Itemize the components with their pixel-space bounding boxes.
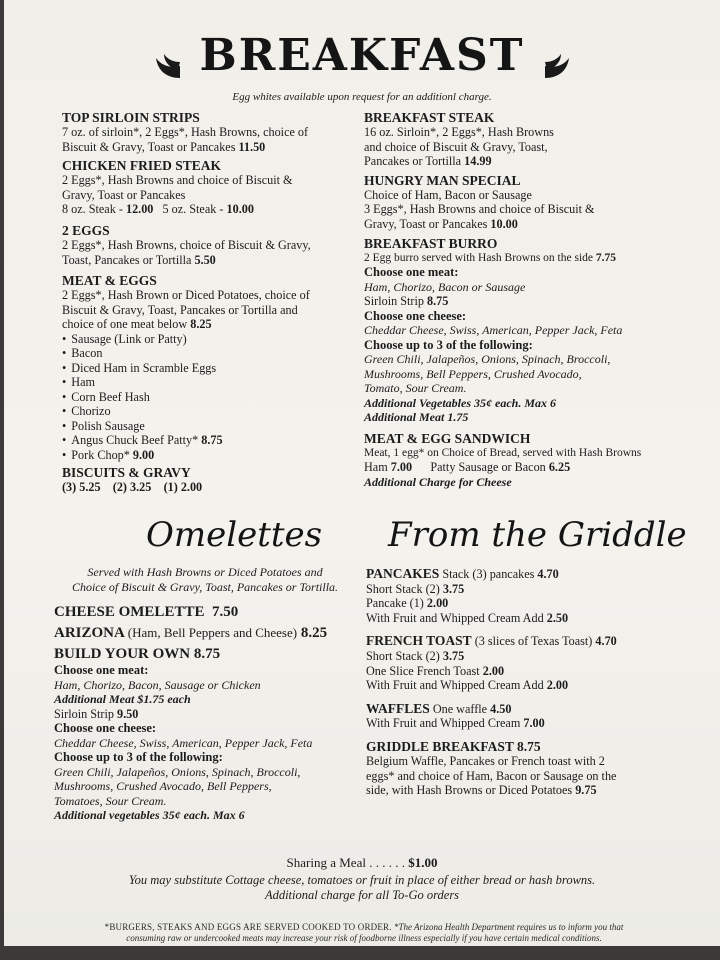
- price: 14.99: [464, 154, 492, 169]
- price: 12.00: [125, 202, 154, 217]
- meat-eggs-item: MEAT & EGGS 2 Eggs*, Hash Brown or Diced Potatoes, choice of Biscuit & Gravy, Toast, Pancakes or Tortilla and choice of one meat below 8.25 • Sausage (Link or Patty) • Bacon • Diced Ham in Scramble Eggs • Ham • Corn Beef Hash • Chorizo • Polish Sausage • Angus Chuck Beef Patty* 8.75 • Pork Chop* 9.00: [62, 273, 362, 462]
- biscuits-gravy-item: BISCUITS & GRAVY (3) 5.25 (2) 3.25 (1) 2.00: [62, 465, 362, 495]
- page-title: BREAKFAST: [199, 30, 525, 81]
- price: 11.50: [238, 139, 266, 154]
- top-sirloin-item: TOP SIRLOIN STRIPS 7 oz. of sirloin*, 2 Eggs*, Hash Browns, choice of Biscuit & Gravy, Toast or Pancakes 11.50: [62, 110, 362, 154]
- right-column: [364, 108, 684, 489]
- cheese-omelette-item: CHEESE OMELETTE 7.50: [54, 604, 239, 620]
- list-item: • Diced Ham in Scramble Eggs: [62, 361, 362, 376]
- griddle-section: [366, 566, 686, 798]
- menu-page: [4, 0, 720, 946]
- breakfast-steak-item: BREAKFAST STEAK 16 oz. Sirloin*, 2 Eggs*, Hash Browns and choice of Biscuit & Gravy, Toast, Pancakes or Tortilla 14.99: [364, 110, 684, 169]
- french-toast-item: FRENCH TOAST (3 slices of Texas Toast) 4.70 Short Stack (2) 3.75 One Slice French Toast 2.00 With Fruit and Whipped Cream Add 2.00: [366, 633, 617, 693]
- sharing-line: Sharing a Meal . . . . . . $1.00: [286, 855, 438, 870]
- item-title: BREAKFAST STEAK: [364, 110, 495, 125]
- griddle-breakfast-item: GRIDDLE BREAKFAST 8.75 Belgium Waffle, Pancakes or French toast with 2 eggs* and choice of Ham, Bacon or Sausage on the side, with Hash Browns or Diced Potatoes 9.75: [366, 738, 617, 798]
- item-title: HUNGRY MAN SPECIAL: [364, 172, 521, 188]
- omelettes-note: Served with Hash Browns or Diced Potatoes and Choice of Biscuit & Gravy, Toast, Pancakes or Tortilla.: [71, 565, 339, 594]
- omelettes-heading: Omelettes: [146, 515, 323, 555]
- price: 10.00: [226, 202, 254, 217]
- right-flourish-icon: [539, 48, 575, 84]
- pancakes-item: PANCAKES Stack (3) pancakes 4.70 Short Stack (2) 3.75 Pancake (1) 2.00 With Fruit and Whipped Cream Add 2.50: [366, 566, 569, 625]
- list-item: • Polish Sausage: [62, 419, 362, 434]
- sandwich-item: MEAT & EGG SANDWICH Meat, 1 egg* on Choice of Bread, served with Hash Browns Ham 7.00 Patty Sausage or Bacon 6.25 Additional Charge for Cheese: [364, 431, 684, 490]
- item-title: TOP SIRLOIN STRIPS: [62, 110, 200, 125]
- price: 10.00: [490, 216, 518, 231]
- hungry-man-item: HUNGRY MAN SPECIAL Choice of Ham, Bacon or Sausage 3 Eggs*, Hash Browns and choice of Biscuit & Gravy, Toast or Pancakes 10.00: [364, 173, 684, 232]
- list-item: • Ham: [62, 375, 362, 390]
- list-item: • Angus Chuck Beef Patty* 8.75: [62, 433, 362, 448]
- price: 8.75: [426, 294, 449, 309]
- item-title: MEAT & EGGS: [62, 273, 157, 289]
- list-item: • Corn Beef Hash: [62, 390, 362, 405]
- omelettes-section: CHEESE OMELETTE 7.50 ARIZONA (Ham, Bell Peppers and Cheese) 8.25 BUILD YOUR OWN 8.75 Choose one meat: Ham, Chorizo, Bacon, Sausage or Chicken Additional Meat $1.75 each Sirloin Strip 9.50 Choose one cheese: Cheddar Cheese, Swiss, American, Pepper Jack, Feta Choose up to 3 of the following: Green Chili, Jalapeños, Onions, Spinach, Broccoli, Mushrooms, Crushed Avocado, Bell Peppers, Tomatoes, Sour Cream. Additional vegetables 35¢ each. Max 6: [54, 600, 364, 823]
- list-item: • Chorizo: [62, 404, 362, 419]
- meat-options-list: [62, 332, 362, 463]
- price: 5.50: [194, 252, 216, 267]
- item-title: CHICKEN FRIED STEAK: [62, 158, 222, 174]
- item-title: MEAT & EGG SANDWICH: [364, 430, 531, 446]
- list-item: • Bacon: [62, 346, 362, 361]
- price: 7.75: [595, 251, 617, 264]
- item-title: 2 EGGS: [62, 222, 110, 238]
- left-column: [62, 108, 362, 495]
- arizona-item: ARIZONA (Ham, Bell Peppers and Cheese) 8.25: [54, 625, 328, 641]
- price: 8.25: [190, 317, 212, 332]
- list-item: • Pork Chop* 9.00: [62, 448, 362, 463]
- substitute-note: You may substitute Cottage cheese, tomatoes or fruit in place of either bread or hash browns. Additional charge for all To-Go orders: [128, 873, 596, 902]
- griddle-heading: From the Griddle: [388, 515, 687, 555]
- item-title: BISCUITS & GRAVY: [62, 465, 191, 481]
- list-item: • Sausage (Link or Patty): [62, 332, 362, 347]
- chicken-fried-item: CHICKEN FRIED STEAK 2 Eggs*, Hash Browns and choice of Biscuit & Gravy, Toast or Pancakes 8 oz. Steak - 12.00 5 oz. Steak - 10.00: [62, 158, 362, 217]
- left-flourish-icon: [150, 48, 186, 84]
- breakfast-burro-item: BREAKFAST BURRO 2 Egg burro served with Hash Browns on the side 7.75 Choose one meat: Ham, Chorizo, Bacon or Sausage Sirloin Strip 8.75 Choose one cheese: Cheddar Cheese, Swiss, American, Pepper Jack, Feta Choose up to 3 of the following: Green Chili, Jalapeños, Onions, Spinach, Broccoli, Mushrooms, Bell Peppers, Crushed Avocado, Tomato, Sour Cream. Additional Vegetables 35¢ each. Max 6 Additional Meat 1.75: [364, 236, 684, 425]
- item-title: BREAKFAST BURRO: [364, 235, 498, 251]
- egg-white-note: Egg whites available upon request for an additionl charge.: [232, 91, 492, 103]
- waffles-item: WAFFLES One waffle 4.50 With Fruit and Whipped Cream 7.00: [366, 700, 545, 731]
- two-eggs-item: 2 EGGS 2 Eggs*, Hash Browns, choice of Biscuit & Gravy, Toast, Pancakes or Tortilla 5.50: [62, 223, 362, 267]
- title-row: [4, 30, 720, 84]
- build-your-own-item: BUILD YOUR OWN 8.75: [54, 646, 221, 662]
- health-disclaimer: *BURGERS, STEAKS AND EGGS ARE SERVED COOKED TO ORDER. *The Arizona Health Department requires us to inform you that consuming raw or undercooked meats may increase your risk of foodborne illness especially if you have certain medical conditions.: [104, 922, 624, 943]
